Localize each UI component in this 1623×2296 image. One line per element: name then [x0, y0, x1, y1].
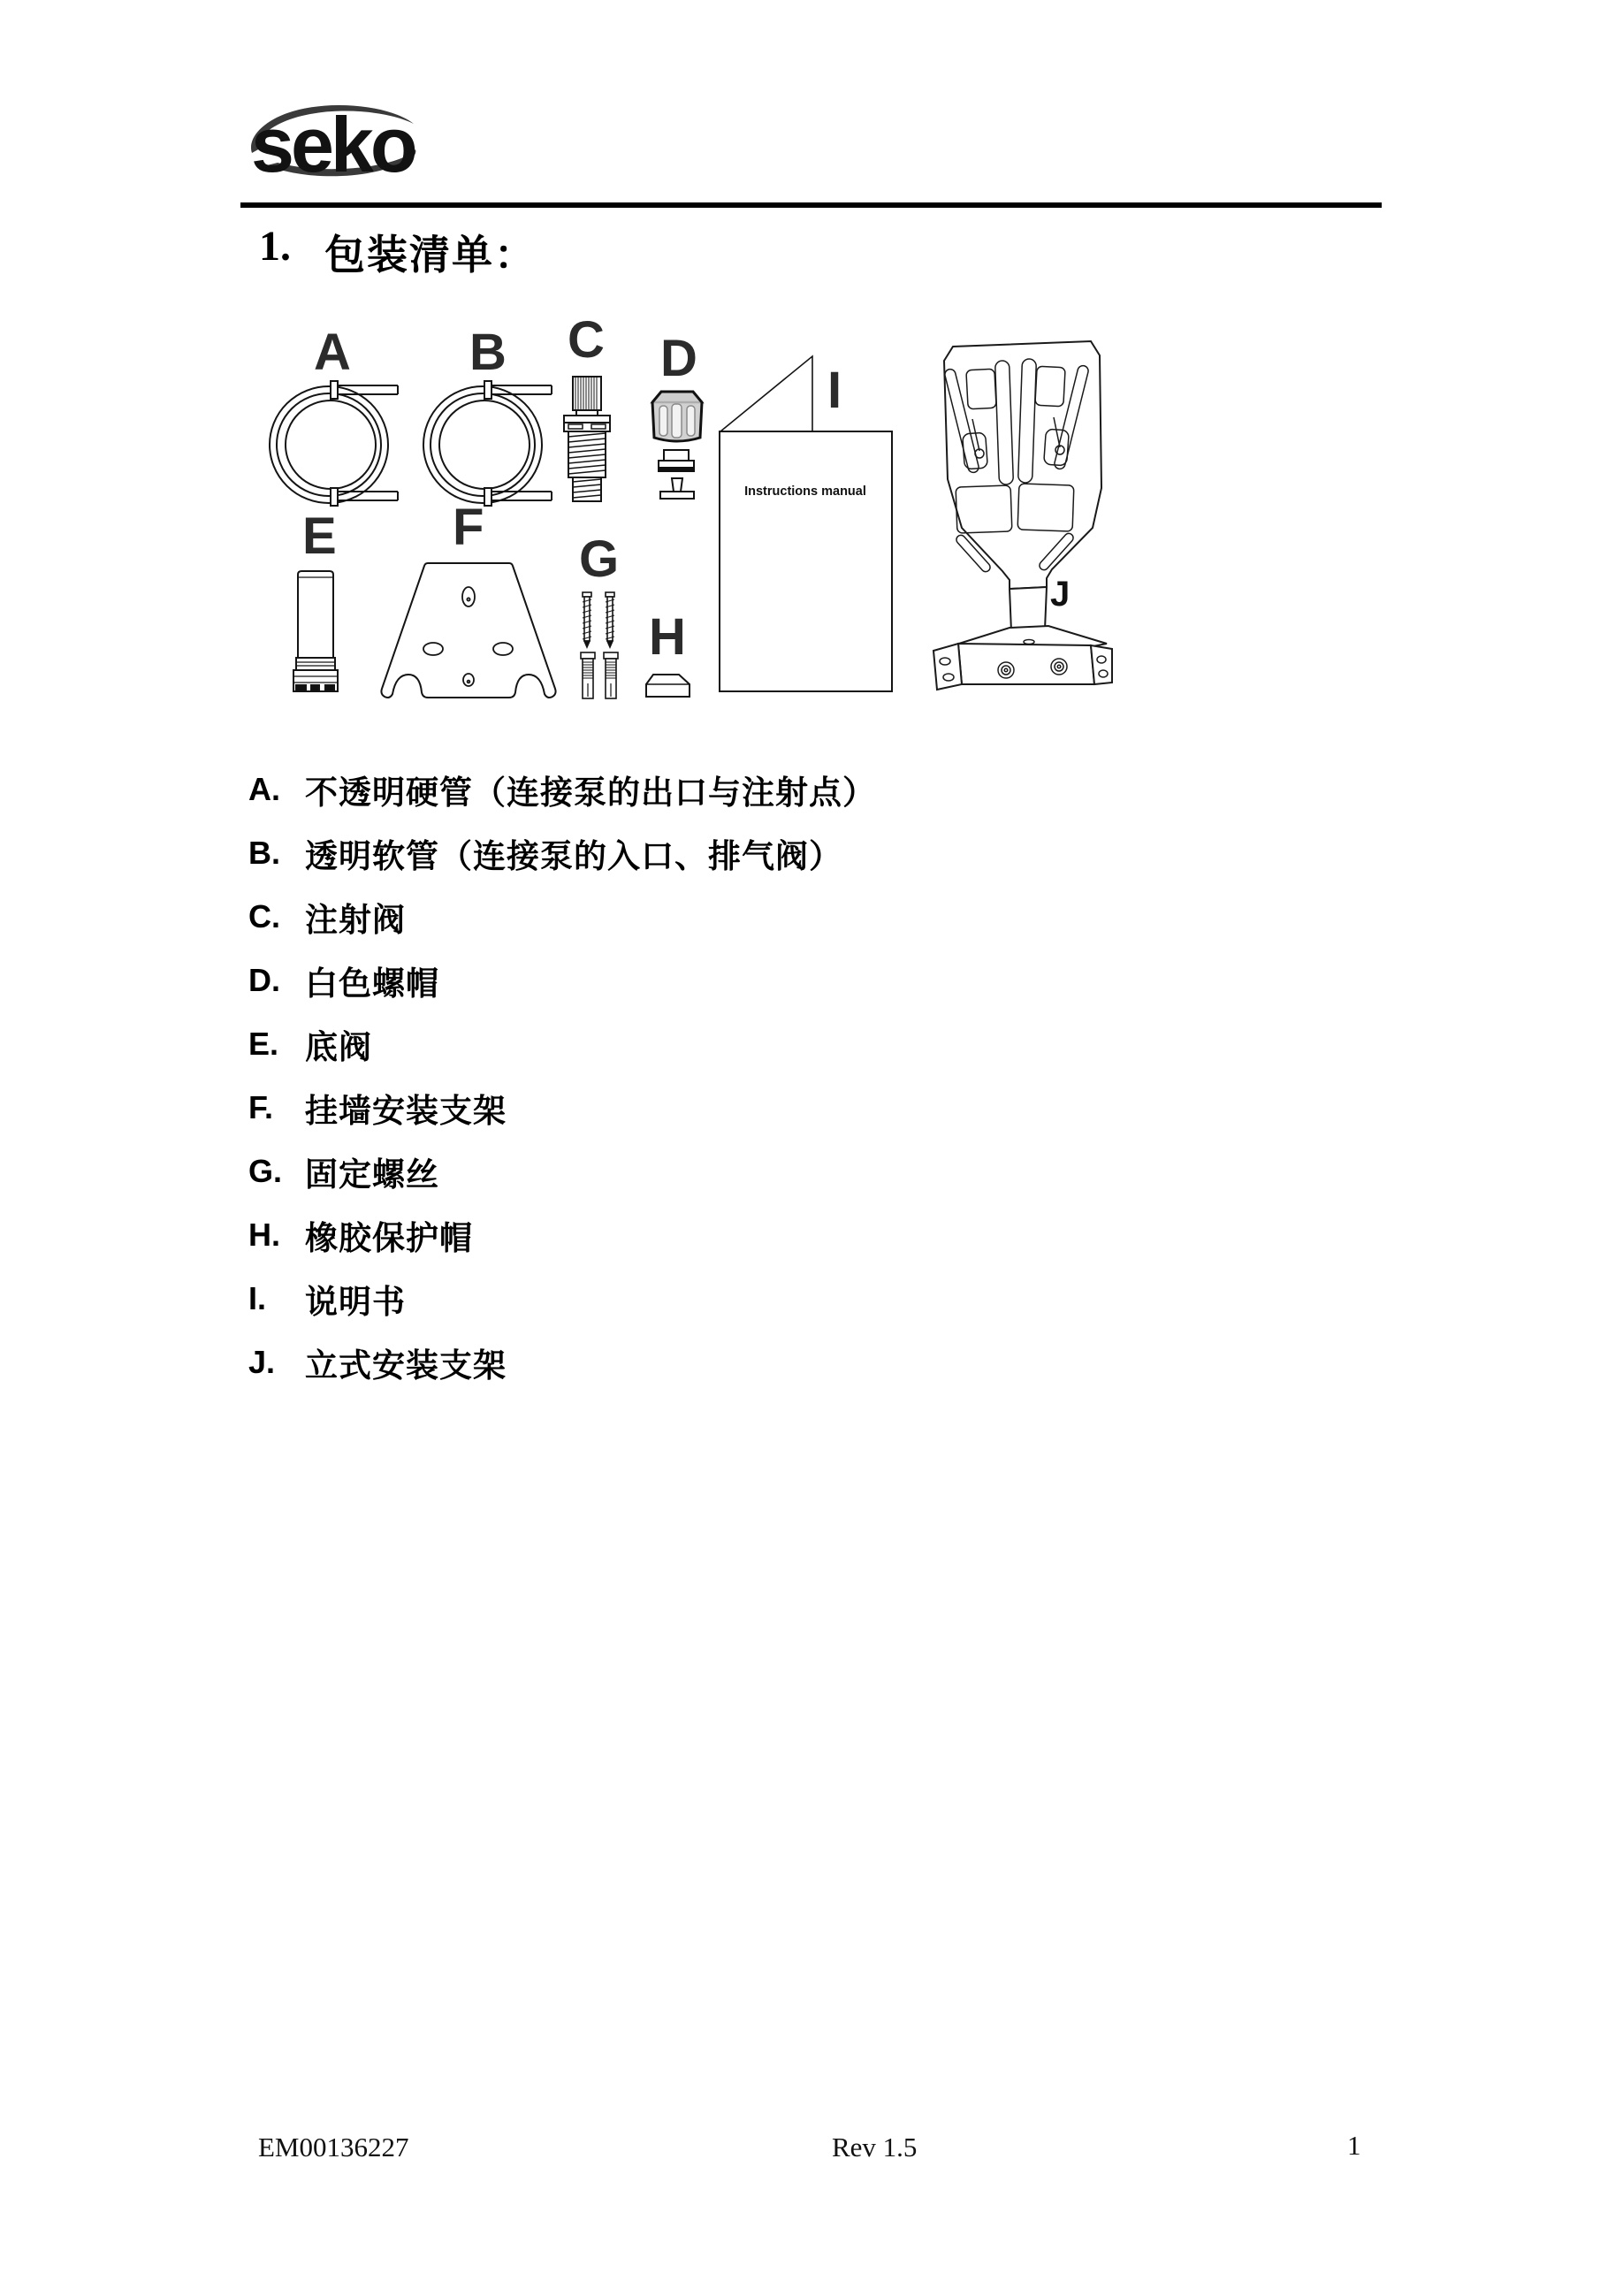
page-number: 1 [1347, 2130, 1361, 2161]
part-h-rubber-cap-drawing [644, 672, 692, 700]
list-item [248, 834, 842, 873]
revision-label: Rev 1.5 [832, 2132, 918, 2163]
item-letter: C. [248, 898, 280, 934]
part-b-tube-coil-drawing [421, 378, 553, 507]
logo-text: seko [251, 103, 415, 180]
item-text: 说明书 [305, 1284, 406, 1320]
diagram-label-g: G [579, 530, 620, 588]
item-text: 立式安装支架 [305, 1347, 507, 1384]
part-j-stand-bracket-drawing [918, 338, 1114, 700]
item-letter: D. [248, 962, 280, 998]
list-item [248, 1152, 439, 1191]
part-f-wall-bracket-drawing [378, 560, 559, 701]
heading-number: 1. [259, 223, 291, 270]
item-letter: I. [248, 1280, 267, 1316]
diagram-label-h: H [649, 608, 686, 666]
manual-cover-title: Instructions manual [744, 484, 866, 499]
list-item [248, 897, 406, 936]
part-i-manual-drawing [718, 354, 895, 694]
item-letter: G. [248, 1153, 283, 1189]
list-item [248, 1088, 507, 1127]
diagram-label-e: E [302, 507, 337, 565]
item-text: 注射阀 [305, 902, 406, 938]
item-text: 挂墙安装支架 [305, 1093, 507, 1129]
diagram-label-c: C [568, 311, 605, 369]
item-letter: J. [248, 1344, 276, 1380]
list-item [248, 1343, 507, 1382]
item-letter: E. [248, 1026, 279, 1062]
diagram-label-i: I [827, 362, 842, 419]
list-item [248, 961, 439, 1000]
part-e-foot-valve-drawing [292, 569, 339, 700]
item-text: 透明软管（连接泵的入口、排气阀） [305, 838, 842, 874]
page-title: 包装清单： [324, 232, 537, 278]
item-letter: A. [248, 771, 280, 807]
list-item [248, 1025, 372, 1064]
part-a-tube-coil-drawing [267, 378, 400, 507]
diagram-label-d: D [660, 330, 697, 387]
item-letter: B. [248, 835, 280, 871]
list-item [248, 770, 876, 809]
item-letter: F. [248, 1089, 274, 1125]
diagram-label-b: B [469, 324, 507, 381]
diagram-label-f: F [453, 499, 484, 556]
item-text: 白色螺帽 [305, 965, 439, 1002]
item-text: 不透明硬管（连接泵的出口与注射点） [305, 774, 876, 811]
header-rule [240, 202, 1382, 208]
part-g-screws-drawing [578, 591, 621, 702]
diagram-label-j: J [1050, 575, 1071, 614]
document-number: EM00136227 [258, 2132, 409, 2163]
seko-logo [240, 103, 423, 180]
item-letter: H. [248, 1217, 280, 1253]
part-d-white-nut-drawing [645, 388, 707, 504]
list-item [248, 1216, 473, 1255]
list-item [248, 1279, 406, 1318]
part-c-injection-valve-drawing [562, 375, 612, 504]
item-text: 固定螺丝 [305, 1156, 439, 1193]
item-text: 底阀 [305, 1029, 372, 1065]
diagram-label-a: A [314, 324, 351, 381]
item-text: 橡胶保护帽 [305, 1220, 473, 1256]
